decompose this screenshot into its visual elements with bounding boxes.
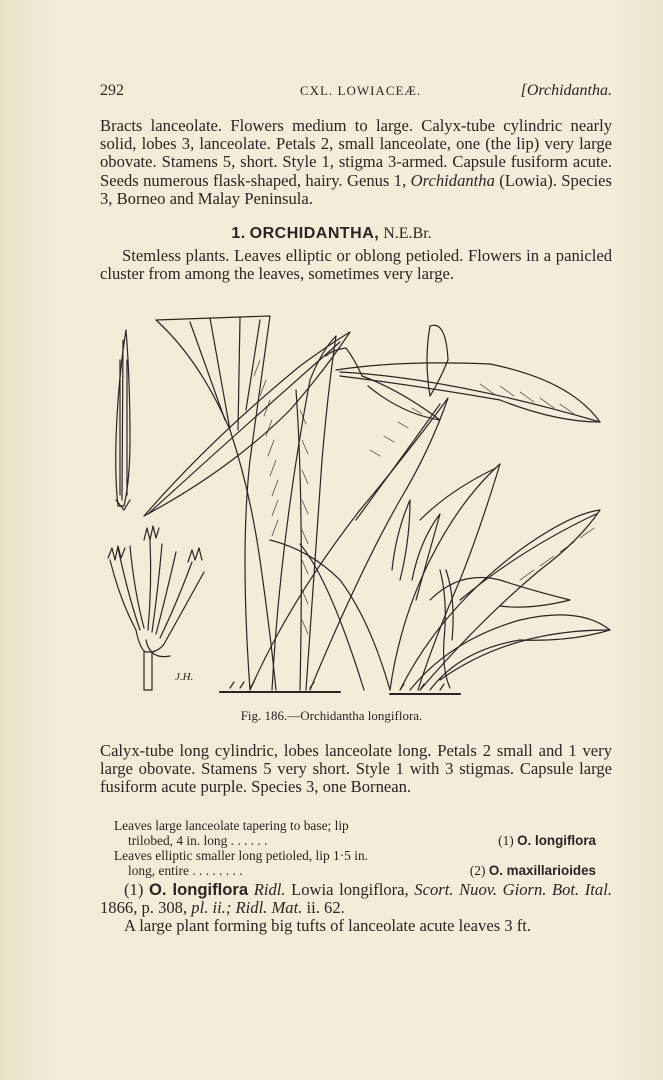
genus-description: Stemless plants. Leaves elliptic or oblong petioled. Flowers in a panicled cluster from among the leaves, sometimes very large. bbox=[100, 246, 612, 284]
key-row: Leaves large lanceolate tapering to base; lip trilobed, 4 in. long . . . . . . (1) O. longiflora bbox=[114, 818, 596, 848]
section-reference: [Orchidantha. bbox=[520, 82, 612, 99]
plant-leaves bbox=[144, 316, 610, 690]
species-entry: (1) O. longiflora Ridl. Lowia longiflora, Scort. Nuov. Giorn. Bot. Ital. 1866, p. 308, pl. ii.; Ridl. Mat. ii. 62. bbox=[100, 880, 612, 918]
genus-name: ORCHIDANTHA, bbox=[249, 225, 380, 242]
flower-detail bbox=[108, 526, 204, 690]
page-header bbox=[100, 82, 612, 106]
species-text: A large plant forming big tufts of lanceolate acute leaves 3 ft. bbox=[124, 916, 532, 935]
genus-name-italic: Orchidantha bbox=[410, 170, 495, 190]
genus-authority: N.E.Br. bbox=[383, 225, 432, 242]
illustrator-initials: J.H. bbox=[175, 671, 194, 683]
family-description: Bracts lanceolate. Flowers medium to large. Calyx-tube cylindric nearly solid, lobes 3, lanceolate. Petals 2, small lanceolate, one (the lip) very large obovate. Stamens 5, short. Style 1, stigma 3-armed. Capsule fusiform acute. Seeds numerous flask-shaped, hairy. Genus 1, Orchidantha (Lowia). Species 3, Borneo and Malay Peninsula. bbox=[100, 116, 612, 208]
identification-key bbox=[114, 818, 612, 878]
calyx-tube-detail bbox=[116, 330, 130, 510]
key-result: (2) O. maxillarioides bbox=[469, 863, 596, 878]
botanical-illustration bbox=[100, 300, 620, 700]
species-description: Calyx-tube long cylindric, lobes lanceolate long. Petals 2 small and 1 very large obovate. Stamens 5 very short. Style 1 with 3 stigmas. Capsule large fusiform acute purple. Species 3, one Bornean. bbox=[100, 741, 612, 797]
key-result: (1) O. longiflora bbox=[498, 833, 596, 848]
figure-caption: Fig. 186.—Orchidantha longiflora. bbox=[240, 708, 423, 723]
key-row: Leaves elliptic smaller long petioled, lip 1·5 in. long, entire . . . . . . . . (2) O. maxillarioides bbox=[114, 848, 596, 878]
running-head: CXL. LOWIACEÆ. bbox=[300, 83, 422, 98]
page-number: 292 bbox=[100, 82, 124, 99]
genus-heading bbox=[0, 225, 663, 243]
species-name: O. longiflora bbox=[148, 880, 249, 899]
genus-number: 1. bbox=[231, 225, 246, 242]
